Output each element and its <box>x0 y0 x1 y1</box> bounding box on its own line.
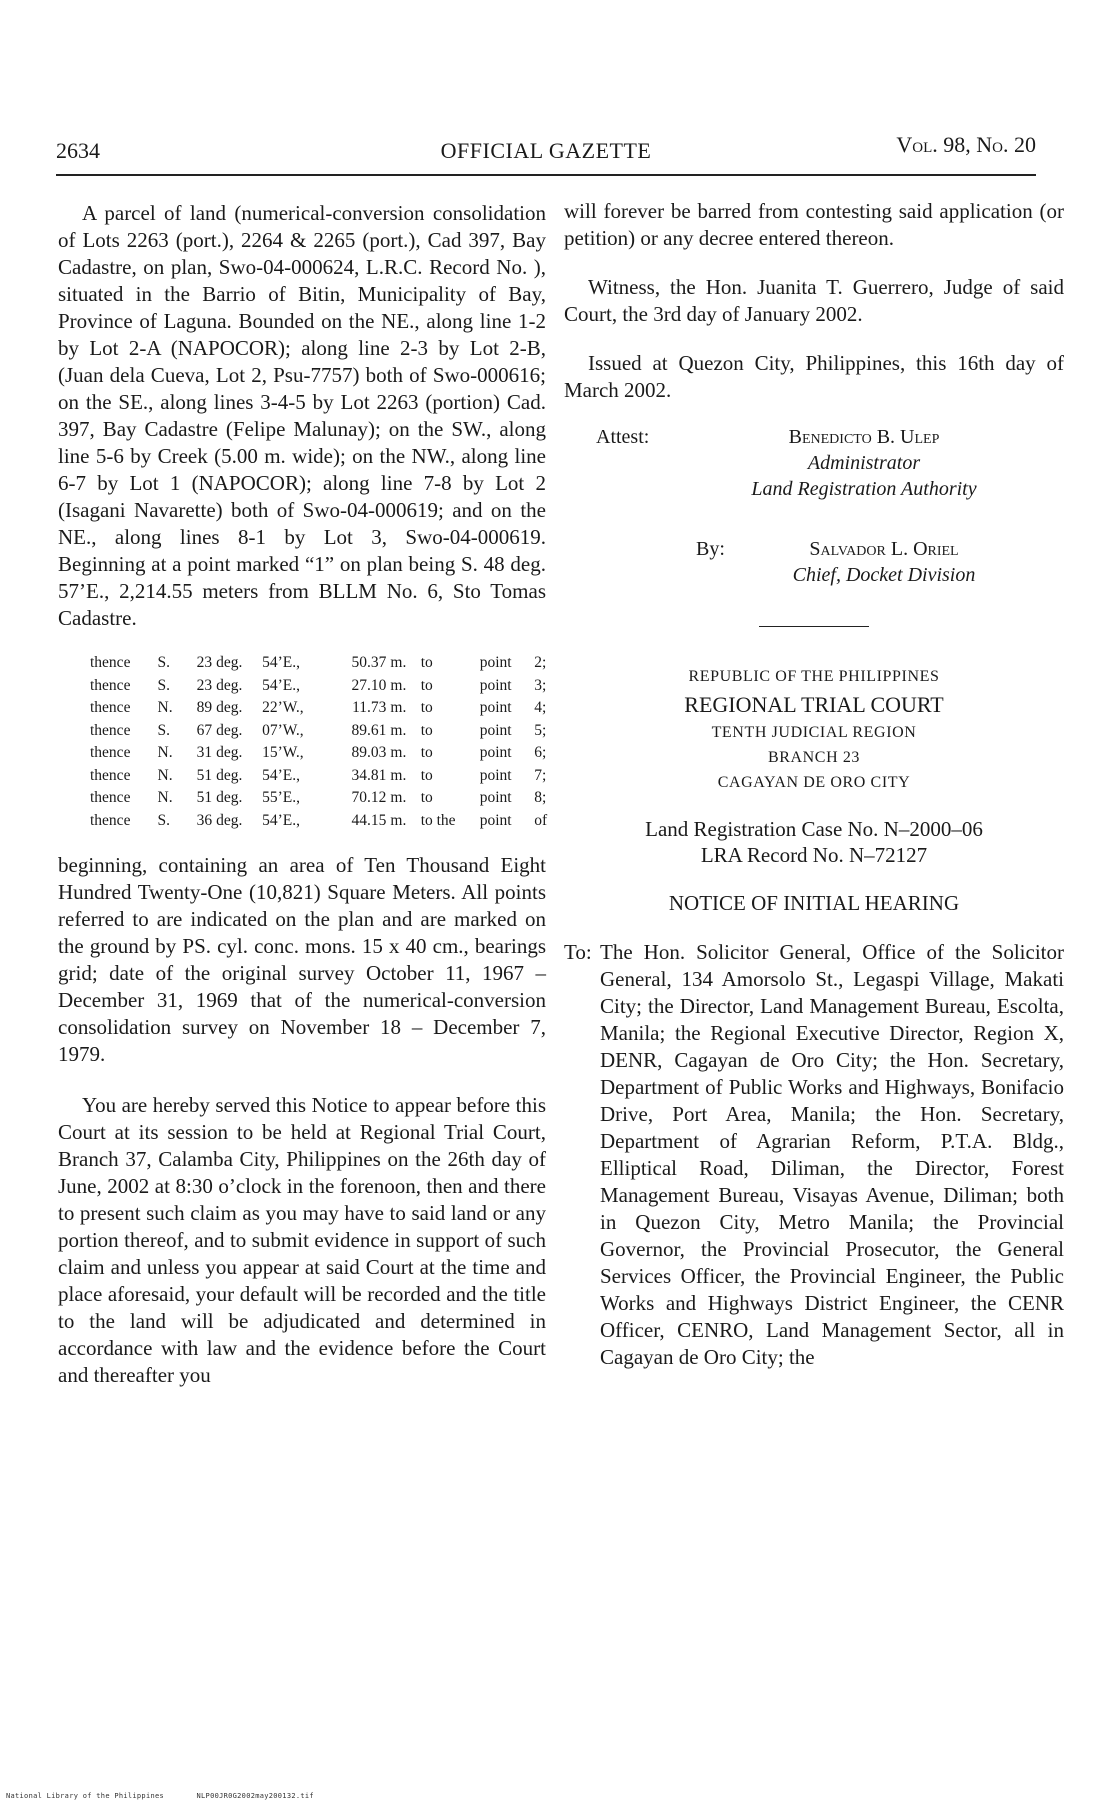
bearing-cell: 89.61 <box>351 721 387 739</box>
bearing-cell: 2; <box>534 654 547 671</box>
bearing-cell: 6; <box>534 744 547 761</box>
issued-paragraph: Issued at Quezon City, Philippines, this 16th day of March 2002. <box>564 351 1064 402</box>
bearing-cell: 89.03 <box>351 744 387 761</box>
bearing-cell: 23 <box>196 654 213 671</box>
bearing-cell: 27.10 <box>351 676 387 694</box>
bearing-cell: deg. <box>216 654 243 671</box>
bearing-cell: 8; <box>534 789 547 806</box>
left-column <box>58 200 546 1389</box>
bearing-cell: m. <box>390 766 407 784</box>
bearing-cell: 7; <box>534 766 547 784</box>
bearing-cell: 54’E., <box>262 811 300 829</box>
bearing-cell: to <box>420 721 433 739</box>
bearing-row <box>88 787 558 810</box>
by-label: By: <box>696 538 725 560</box>
bearing-cell: 3; <box>534 676 547 694</box>
bearing-cell: 36 <box>196 811 213 829</box>
bearing-cell: 55’E., <box>262 789 300 806</box>
bearing-cell: thence <box>90 676 131 694</box>
bearing-cell: S. <box>157 721 171 739</box>
signature-block <box>564 424 1064 624</box>
bearing-cell: m. <box>390 721 407 739</box>
bearing-cell: to <box>420 744 433 761</box>
bearing-cell: thence <box>90 744 131 761</box>
bearing-cell: thence <box>90 766 131 784</box>
bearing-cell: 67 <box>196 721 213 739</box>
bearing-row <box>88 810 558 833</box>
bearing-cell: S. <box>157 811 171 829</box>
notice-title: NOTICE OF INITIAL HEARING <box>668 891 960 915</box>
bearing-row <box>88 765 558 788</box>
case-numbers <box>564 816 1064 868</box>
case-number: Land Registration Case No. N–2000–06 <box>645 817 983 841</box>
judicial-region: TENTH JUDICIAL REGION <box>711 724 917 741</box>
bearing-cell: m. <box>390 699 407 716</box>
bearing-cell: 22’W., <box>262 699 304 716</box>
section-divider <box>759 626 869 627</box>
header-rule <box>56 174 1036 176</box>
bearing-cell: N. <box>157 699 173 716</box>
bearing-cell: point <box>479 744 512 761</box>
bearing-cell: deg. <box>216 811 243 829</box>
bearing-cell: N. <box>157 766 173 784</box>
court-heading <box>564 663 1064 796</box>
bearing-cell: 11.73 <box>352 699 387 716</box>
attest-label: Attest: <box>596 426 650 448</box>
republic-heading: REPUBLIC OF THE PHILIPPINES <box>688 668 940 685</box>
witness-paragraph: Witness, the Hon. Juanita T. Guerrero, Judge of said Court, the 3rd day of January 2002. <box>564 275 1064 326</box>
bearing-cell: point <box>479 676 512 694</box>
bearing-cell: point <box>479 654 512 671</box>
bearing-cell: deg. <box>216 744 243 761</box>
bearing-cell: thence <box>90 654 131 671</box>
bearing-cell: 51 <box>196 766 213 784</box>
addressee-list: The Hon. Solicitor General, Office of the Solicitor General, 134 Amorsolo St., Legaspi Village, Makati City; the Director, Land Management Bureau, Escolta, Manila; the Regional Executive Director, Region X, DENR, Cagayan de Oro City; the Hon. Secretary, Department of Public Works and Highways, Bonifacio Drive, Port Area, Manila; the Hon. Secretary, Department of Agrarian Reform, P.T.A. Bldg., Elliptical Road, Diliman, the Director, Forest Management Bureau, Visayas Avenue, Diliman; both in Quezon City, Metro Manila; the Provincial Governor, the Provincial Prosecutor, the General Services Officer, the Provincial Engineer, the Public Works and Highways District Engineer, the CENR Officer, CENRO, Land Management Sector, all in Cagayan de Oro City; the <box>600 940 1064 1369</box>
bearing-cell: thence <box>90 811 131 829</box>
bearing-cell: m. <box>390 654 407 671</box>
bearing-cell: S. <box>157 654 171 671</box>
bearing-cell: 70.12 <box>351 789 387 806</box>
bearings-table <box>88 652 558 832</box>
bearing-cell: deg. <box>216 766 243 784</box>
right-column <box>564 198 1064 1371</box>
area-description: beginning, containing an area of Ten Thousand Eight Hundred Twenty-One (10,821) Square Meters. All points referred to are indicated on the plan and are marked on the ground by PS. cyl. conc. mons. 15 x 40 cm., bearings grid; date of the original survey October 11, 1967 – December 31, 1969 that of the numerical-conversion consolidation survey on November 18 – December 7, 1979. <box>58 853 546 1066</box>
bearing-cell: to <box>420 766 433 784</box>
bearing-cell: 5; <box>534 721 547 739</box>
court-city: CAGAYAN DE ORO CITY <box>717 774 911 791</box>
bearing-cell: 89 <box>196 699 213 716</box>
continuation-paragraph: will forever be barred from contesting said application (or petition) or any decree entered thereon. <box>564 199 1064 250</box>
page-header <box>56 128 1036 172</box>
branch-number: BRANCH 23 <box>767 749 861 766</box>
bearing-cell: 50.37 <box>351 654 387 671</box>
page-number: 2634 <box>56 138 100 163</box>
bearing-cell: to <box>420 654 433 671</box>
bearing-cell: 34.81 <box>351 766 387 784</box>
bearing-cell: thence <box>90 721 131 739</box>
bearing-cell: thence <box>90 699 131 716</box>
bearing-cell: 23 <box>196 676 213 694</box>
attest-name: Benedicto B. Ulep <box>788 426 940 448</box>
bearing-cell: point <box>479 811 512 829</box>
bearing-cell: 54’E., <box>262 654 300 671</box>
bearing-cell: m. <box>390 676 407 694</box>
bearing-cell: N. <box>157 744 173 761</box>
bearing-cell: deg. <box>216 721 243 739</box>
bearing-cell: 15’W., <box>262 744 304 761</box>
bearing-cell: deg. <box>216 676 243 694</box>
court-name: REGIONAL TRIAL COURT <box>684 692 944 717</box>
library-credit: National Library of the Philippines <box>6 1792 165 1800</box>
bearing-cell: point <box>479 699 512 716</box>
bearing-cell: to <box>420 789 433 806</box>
bearing-cell: m. <box>390 789 407 806</box>
bearing-cell: point <box>479 789 512 806</box>
by-title: Chief, Docket Division <box>792 564 976 586</box>
bearing-row <box>88 697 558 720</box>
bearing-cell: to <box>420 699 433 716</box>
bearing-cell: deg. <box>216 699 243 716</box>
bearing-row <box>88 675 558 698</box>
attest-office: Land Registration Authority <box>751 478 977 500</box>
bearing-row <box>88 742 558 765</box>
bearing-cell: m. <box>390 811 407 829</box>
bearing-cell: point <box>479 721 512 739</box>
bearing-cell: 54’E., <box>262 676 300 694</box>
notice-paragraph: You are hereby served this Notice to appear before this Court at its session to be held at Regional Trial Court, Branch 37, Calamba City, Philippines on the 26th day of June, 2002 at 8:30 o’clock in the forenoon, then and there to present such claim as you may have to said land or any portion thereof, and to submit evidence in support of such claim and unless you appear at said Court at the time and place aforesaid, your default will be recorded and the title to the land will be adjudicated and determined in accordance with law and the evidence before the Court and thereafter you <box>58 1093 546 1387</box>
bearing-cell: to <box>420 676 433 694</box>
attest-title: Administrator <box>807 452 921 474</box>
scan-filename: NLP00JR0G2002may200132.tif <box>196 1792 314 1800</box>
parcel-description: A parcel of land (numerical-conversion consolidation of Lots 2263 (port.), 2264 & 2265 (port.), Cad 397, Bay Cadastre, on plan, Swo-04-000624, L.R.C. Record No. ), situated in the Barrio of Bitin, Municipality of Bay, Province of Laguna. Bounded on the NE., along line 1-2 by Lot 2-A (NAPOCOR); along line 2-3 by Lot 2-B, (Juan dela Cueva, Lot 2, Psu-7757) both of Swo-000616; on the SE., along lines 3-4-5 by Lot 2263 (portion) Cad. 397, Bay Cadastre (Felipe Malunay); on the SW., along line 5-6 by Creek (5.00 m. wide); on the NW., along line 6-7 by Lot 1 (NAPOCOR); along line 7-8 by Lot 2 (Isagani Navarette) both of Swo-04-000619; and on the NE., along lines 8-1 by Lot 3, Swo-04-000619. Beginning at a point marked “1” on plan being S. 48 deg. 57’E., 2,214.55 meters from BLLM No. 6, Sto Tomas Cadastre. <box>58 201 546 630</box>
bearing-cell: 51 <box>196 789 213 806</box>
bearing-cell: point <box>479 766 512 784</box>
bearing-cell: 4; <box>534 699 547 716</box>
bearing-cell: m. <box>390 744 407 761</box>
bearing-row <box>88 720 558 743</box>
bearing-cell: thence <box>90 789 131 806</box>
scan-footer <box>6 1792 342 1800</box>
by-signatory <box>714 536 1054 588</box>
by-name: Salvador L. Oriel <box>809 538 959 560</box>
volume-number: Vol. 98, No. 20 <box>896 132 1036 157</box>
to-label: To: <box>564 940 592 964</box>
bearing-cell: 54’E., <box>262 766 300 784</box>
attest-signatory <box>694 424 1034 502</box>
bearing-cell: of <box>534 811 548 829</box>
publication-title: OFFICIAL GAZETTE <box>440 138 652 163</box>
bearing-cell: deg. <box>216 789 243 806</box>
bearing-cell: 31 <box>196 744 213 761</box>
addressees <box>564 939 1064 1371</box>
lra-record-number: LRA Record No. N–72127 <box>700 843 928 867</box>
bearing-cell: to the <box>420 811 456 829</box>
bearing-cell: 07’W., <box>262 721 304 739</box>
bearing-cell: S. <box>157 676 171 694</box>
bearing-cell: 44.15 <box>351 811 387 829</box>
bearing-row <box>88 652 558 675</box>
bearing-cell: N. <box>157 789 173 806</box>
